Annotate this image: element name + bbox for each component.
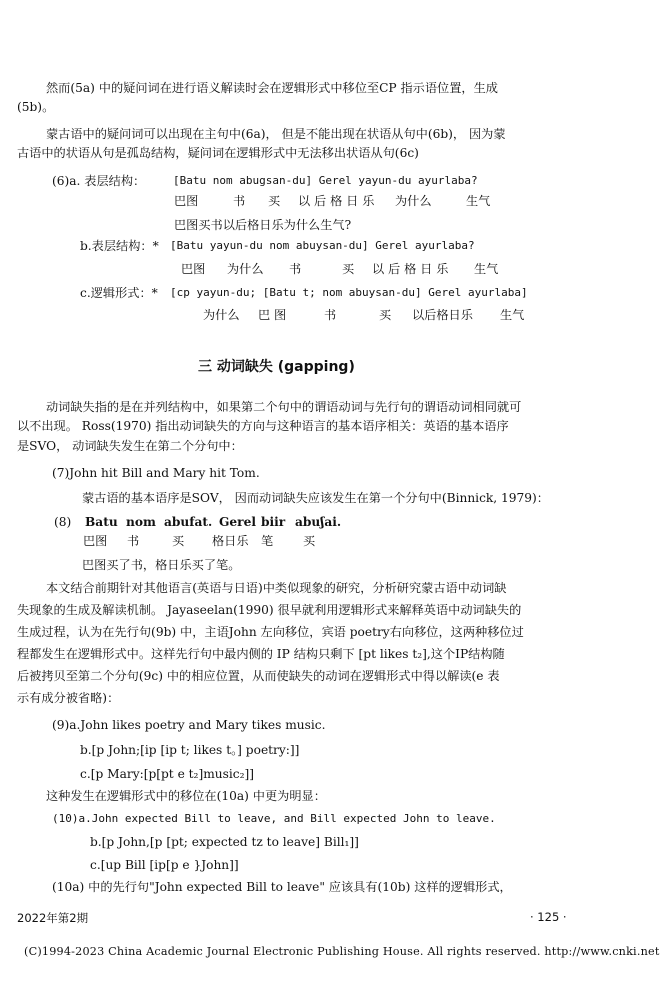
example-word: Gerel <box>219 515 256 529</box>
paragraph-line: (5b)。 <box>17 100 55 114</box>
paragraph-line: 以不出现。 Ross(1970) 指出动词缺失的方向与这种语言的基本语序相关：英语的基本语序 <box>17 419 509 433</box>
paragraph-line: 生成过程，认为在先行句(9b) 中，主语John 左向移位，宾语 poetry右向移位，这两种移位过 <box>17 625 524 639</box>
gloss-word: 巴图 <box>174 194 199 208</box>
gloss-word: 巴图 <box>181 262 206 276</box>
paragraph-line: 后被拷贝至第二个分句(9c) 中的相应位置，从而使缺失的动词在逻辑形式中得以解读(e 表 <box>17 669 500 683</box>
gloss-word: 生气 <box>474 262 499 276</box>
gloss-word: 格日乐 <box>212 534 249 548</box>
gloss-word: 买 <box>303 534 316 548</box>
example-word: abufat. <box>164 515 213 529</box>
paragraph-line: 这种发生在逻辑形式中的移位在(10a) 中更为明显： <box>46 789 326 803</box>
gloss-word: 书 <box>127 534 140 548</box>
paragraph-line: 古语中的状语从句是孤岛结构，疑问词在逻辑形式中无法移出状语从句(6c) <box>17 146 419 160</box>
example-sentence: (7)John hit Bill and Mary hit Tom. <box>52 466 260 480</box>
paragraph-line: 然而(5a) 中的疑问词在进行语义解读时会在逻辑形式中移位至CP 指示语位置，生成 <box>46 81 498 95</box>
example-label: c.逻辑形式：* <box>80 286 158 300</box>
gloss-word: 书 <box>289 262 302 276</box>
paragraph-line: 蒙古语中的疑问词可以出现在主句中(6a)， 但是不能出现在状语从句中(6b)， 因为蒙 <box>46 127 506 141</box>
gloss-word: 巴图 <box>83 534 108 548</box>
gloss-word: 生气 <box>500 308 525 322</box>
example-label: (6)a. 表层结构： <box>52 174 146 188</box>
gloss-word: 书 <box>233 194 246 208</box>
issue-label: 2022年第2期 <box>17 911 89 925</box>
example-number: (8) <box>54 515 72 529</box>
gloss-word: 为什么 <box>395 194 432 208</box>
example-source: [Batu nom abugsan-du] Gerel yayun-du ayurlaba? <box>173 174 478 187</box>
gloss-word: 买 <box>379 308 392 322</box>
example-sentence: (10)a.John expected Bill to leave, and Bill expected John to leave. <box>52 812 496 825</box>
paragraph-line: 是SVO， 动词缺失发生在第二个分句中： <box>17 439 243 453</box>
example-translation: 巴图买了书，格日乐买了笔。 <box>82 558 241 572</box>
example-sentence: b.[p John,[p [pt; expected tz to leave] Bill₁]] <box>90 835 359 849</box>
example-source: [Batu yayun-du nom abuysan-du] Gerel ayurlaba? <box>170 239 475 252</box>
gloss-word: 为什么 <box>227 262 264 276</box>
paragraph-line: 程都发生在逻辑形式中。这样先行句中最内侧的 IP 结构只剩下 [pt likes t₂],这个IP结构随 <box>17 647 505 661</box>
paragraph-line: 失现象的生成及解读机制。 Jayaseelan(1990) 很早就利用逻辑形式来解释英语中动词缺失的 <box>17 603 522 617</box>
gloss-word: 买 <box>172 534 185 548</box>
example-sentence: c.[p Mary:[p[pt e t₂]music₂]] <box>80 767 254 781</box>
example-sentence: (9)a.John likes poetry and Mary tikes music. <box>52 718 326 732</box>
example-word: Batu <box>85 515 118 529</box>
example-sentence: c.[up Bill [ip[p e }John]] <box>90 858 239 872</box>
example-sentence: b.[p John;[ip [ip t; likes t。] poetry:]] <box>80 743 300 757</box>
paragraph-line: 示有成分被省略)： <box>17 691 120 705</box>
gloss-word: 以 后 格 日 乐 <box>372 262 449 276</box>
example-word: abuʃai. <box>295 515 342 529</box>
example-translation: 巴图买书以后格日乐为什么生气? <box>174 218 352 232</box>
gloss-word: 巴 图 <box>258 308 287 322</box>
paragraph-line: (10a) 中的先行句"John expected Bill to leave" 应该具有(10b) 这样的逻辑形式， <box>52 880 512 894</box>
section-heading: 三 动词缺失 (gapping) <box>198 359 355 375</box>
gloss-word: 以后格日乐 <box>412 308 473 322</box>
paragraph-line: 动词缺失指的是在并列结构中，如果第二个句中的谓语动词与先行句的谓语动词相同就可 <box>46 400 522 414</box>
gloss-word: 书 <box>324 308 337 322</box>
example-word: nom <box>126 515 156 529</box>
page-number: · 125 · <box>530 910 567 924</box>
gloss-word: 为什么 <box>203 308 240 322</box>
gloss-word: 生气 <box>466 194 491 208</box>
paragraph-line: 蒙古语的基本语序是SOV， 因而动词缺失应该发生在第一个分句中(Binnick, 1979)： <box>82 491 549 505</box>
example-label: b.表层结构：* <box>80 239 159 253</box>
gloss-word: 买 <box>342 262 355 276</box>
example-word: biir <box>261 515 286 529</box>
gloss-word: 买 <box>268 194 281 208</box>
paragraph-line: 本文结合前期针对其他语言(英语与日语)中类似现象的研究，分析研究蒙古语中动词缺 <box>46 581 507 595</box>
gloss-word: 笔 <box>261 534 274 548</box>
example-source: [cp yayun-du; [Batu t; nom abuysan-du] Gerel ayurlaba] <box>170 286 528 299</box>
gloss-word: 以 后 格 日 乐 <box>298 194 375 208</box>
copyright-notice: (C)1994-2023 China Academic Journal Electronic Publishing House. All rights reserved. http://www.cnki.net <box>24 945 660 958</box>
